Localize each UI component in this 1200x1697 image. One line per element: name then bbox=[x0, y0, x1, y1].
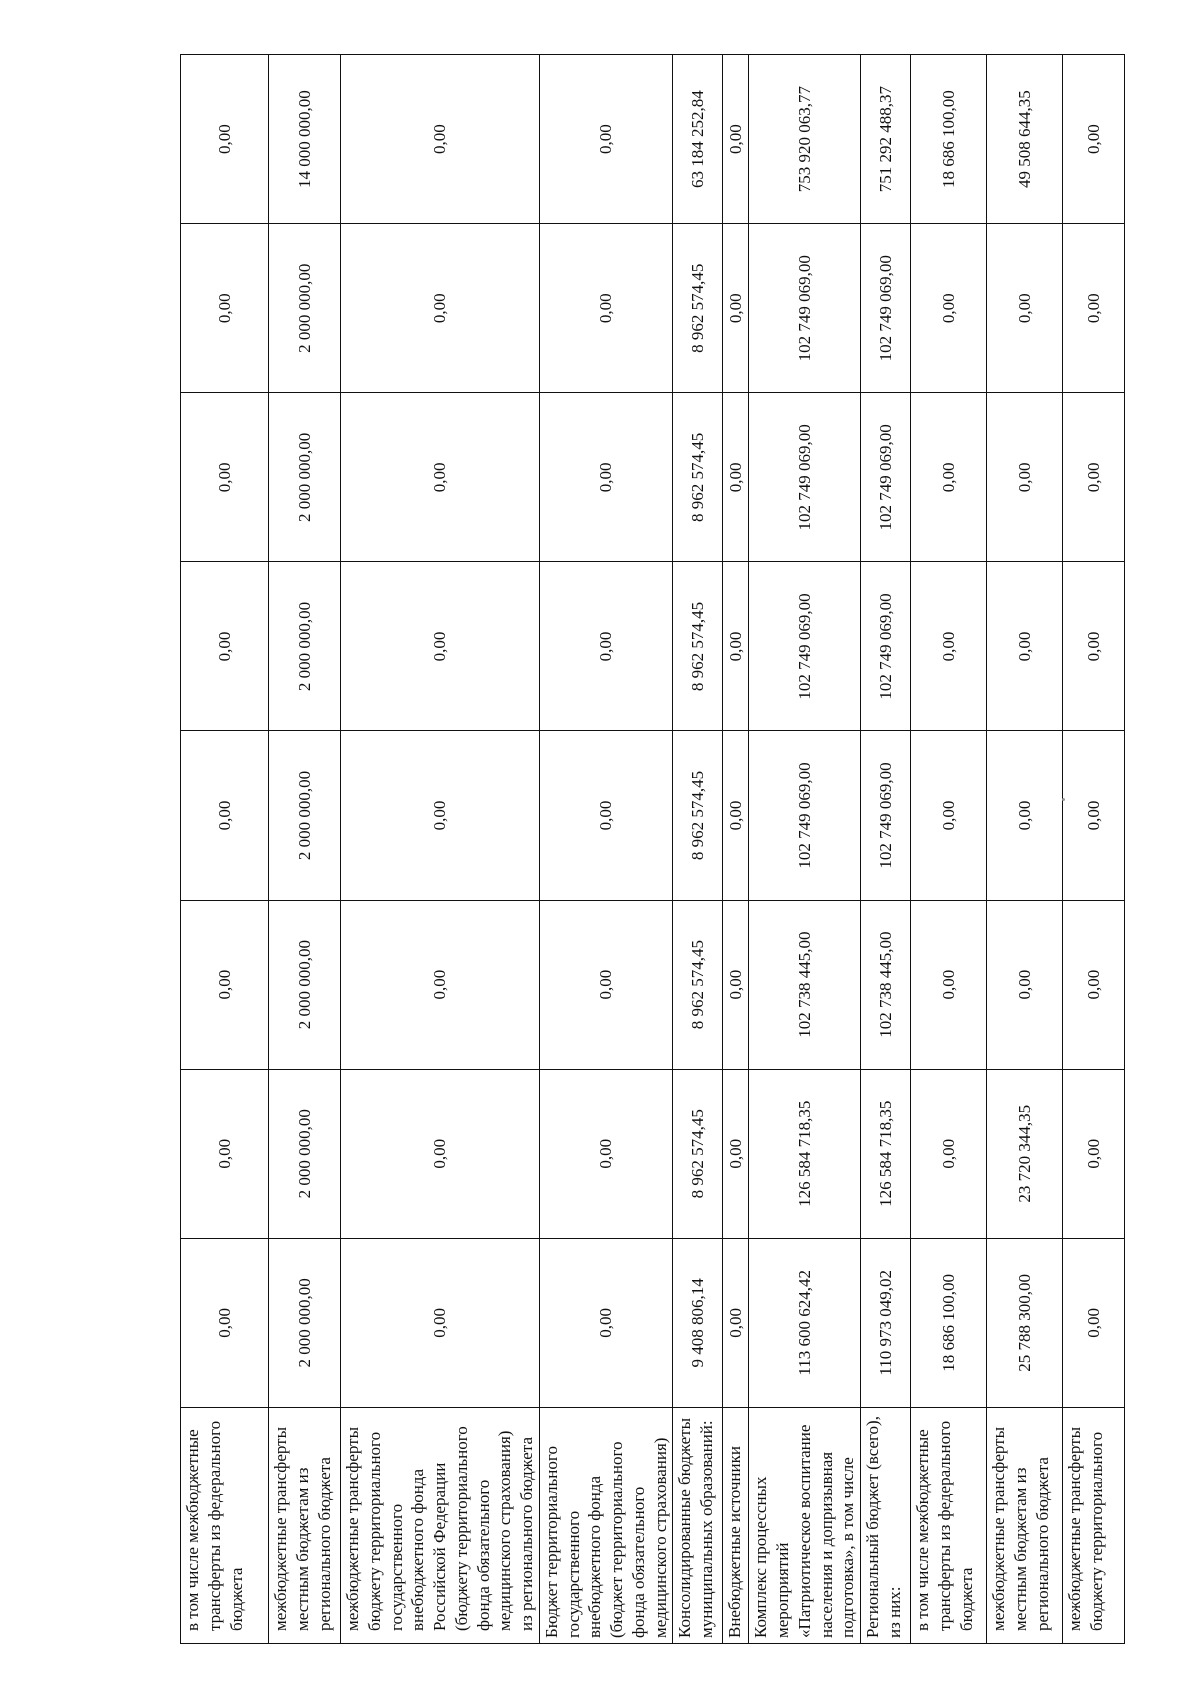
table-cell: 0,00 bbox=[341, 562, 540, 731]
table-row bbox=[1063, 55, 1125, 1644]
row-label: межбюджетные трансферты бюджету территориального государственного внебюджетного фонда Российской Федерации (бюджету территориального фонда обязательного медицинского страхования) из регионального бюджета bbox=[341, 1407, 540, 1643]
table-row bbox=[749, 55, 861, 1644]
table-cell: 0,00 bbox=[1063, 1069, 1125, 1238]
table-cell: 0,00 bbox=[539, 1238, 673, 1407]
table-cell: 0,00 bbox=[341, 55, 540, 224]
table-cell: 102 749 069,00 bbox=[861, 562, 911, 731]
table-cell: 0,00 bbox=[987, 900, 1063, 1069]
table-cell: 0,00 bbox=[911, 900, 987, 1069]
row-label: Бюджет территориального государственного внебюджетного фонда (бюджет территориального фонда обязательного медицинского страхования) bbox=[539, 1407, 673, 1643]
table-cell: 9 408 806,14 bbox=[673, 1238, 723, 1407]
table-cell: 8 962 574,45 bbox=[673, 393, 723, 562]
row-label: межбюджетные трансферты бюджету территориального bbox=[1063, 1407, 1125, 1643]
table-cell: 0,00 bbox=[181, 1238, 269, 1407]
budget-table bbox=[180, 54, 1125, 1644]
row-label: Внебюджетные источники bbox=[723, 1407, 749, 1643]
table-cell: 2 000 000,00 bbox=[269, 393, 341, 562]
table-cell: 49 508 644,35 bbox=[987, 55, 1063, 224]
table-cell: 0,00 bbox=[1063, 1238, 1125, 1407]
table-cell: 2 000 000,00 bbox=[269, 900, 341, 1069]
table-cell: 0,00 bbox=[911, 393, 987, 562]
table-cell: 0,00 bbox=[1063, 562, 1125, 731]
row-label: межбюджетные трансферты местным бюджетам из регионального бюджета bbox=[269, 1407, 341, 1643]
row-label: Консолидированные бюджеты муниципальных образований: bbox=[673, 1407, 723, 1643]
table-cell: 0,00 bbox=[341, 900, 540, 1069]
table-body bbox=[181, 55, 1125, 1644]
table-cell: 753 920 063,77 bbox=[749, 55, 861, 224]
table-cell: 0,00 bbox=[539, 900, 673, 1069]
table-cell: 0,00 bbox=[1063, 224, 1125, 393]
table-cell: 0,00 bbox=[723, 55, 749, 224]
table-cell: 0,00 bbox=[181, 562, 269, 731]
table-row bbox=[341, 55, 540, 1644]
table-cell: 102 749 069,00 bbox=[861, 393, 911, 562]
table-cell: 0,00 bbox=[723, 1238, 749, 1407]
table-cell: 0,00 bbox=[181, 55, 269, 224]
table-cell: 0,00 bbox=[723, 224, 749, 393]
rotated-content bbox=[180, 54, 1106, 1644]
table-cell: 14 000 000,00 bbox=[269, 55, 341, 224]
table-cell: 2 000 000,00 bbox=[269, 1069, 341, 1238]
table-cell: 102 749 069,00 bbox=[749, 393, 861, 562]
table-cell: 0,00 bbox=[987, 393, 1063, 562]
table-cell: 0,00 bbox=[987, 224, 1063, 393]
table-cell: 126 584 718,35 bbox=[861, 1069, 911, 1238]
table-cell: 0,00 bbox=[911, 562, 987, 731]
table-row bbox=[987, 55, 1063, 1644]
table-cell: 102 749 069,00 bbox=[749, 224, 861, 393]
table-cell: 0,00 bbox=[539, 562, 673, 731]
table-cell: 2 000 000,00 bbox=[269, 562, 341, 731]
table-cell: 23 720 344,35 bbox=[987, 1069, 1063, 1238]
table-cell: 110 973 049,02 bbox=[861, 1238, 911, 1407]
scan-speck bbox=[1062, 798, 1065, 801]
table-cell: 102 738 445,00 bbox=[749, 900, 861, 1069]
table-cell: 0,00 bbox=[1063, 731, 1125, 900]
row-label: в том числе межбюджетные трансферты из федерального бюджета bbox=[911, 1407, 987, 1643]
table-row bbox=[181, 55, 269, 1644]
table-row bbox=[911, 55, 987, 1644]
table-cell: 8 962 574,45 bbox=[673, 224, 723, 393]
table-cell: 0,00 bbox=[723, 393, 749, 562]
table-cell: 0,00 bbox=[911, 1069, 987, 1238]
table-cell: 0,00 bbox=[341, 731, 540, 900]
table-cell: 8 962 574,45 bbox=[673, 1069, 723, 1238]
table-cell: 126 584 718,35 bbox=[749, 1069, 861, 1238]
table-row bbox=[539, 55, 673, 1644]
table-cell: 2 000 000,00 bbox=[269, 1238, 341, 1407]
table-cell: 113 600 624,42 bbox=[749, 1238, 861, 1407]
table-cell: 0,00 bbox=[539, 55, 673, 224]
table-cell: 0,00 bbox=[539, 393, 673, 562]
table-cell: 0,00 bbox=[181, 731, 269, 900]
table-row bbox=[269, 55, 341, 1644]
table-cell: 0,00 bbox=[723, 731, 749, 900]
table-cell: 18 686 100,00 bbox=[911, 55, 987, 224]
table-row bbox=[723, 55, 749, 1644]
table-cell: 102 749 069,00 bbox=[861, 224, 911, 393]
table-cell: 2 000 000,00 bbox=[269, 224, 341, 393]
table-cell: 0,00 bbox=[539, 1069, 673, 1238]
rotated-table-area bbox=[180, 54, 1106, 1644]
table-cell: 63 184 252,84 bbox=[673, 55, 723, 224]
table-cell: 18 686 100,00 bbox=[911, 1238, 987, 1407]
table-cell: 751 292 488,37 bbox=[861, 55, 911, 224]
table-cell: 102 749 069,00 bbox=[861, 731, 911, 900]
table-cell: 0,00 bbox=[987, 562, 1063, 731]
table-cell: 0,00 bbox=[181, 393, 269, 562]
table-cell: 0,00 bbox=[181, 224, 269, 393]
table-cell: 0,00 bbox=[341, 1069, 540, 1238]
table-cell: 0,00 bbox=[341, 224, 540, 393]
table-cell: 8 962 574,45 bbox=[673, 562, 723, 731]
table-cell: 0,00 bbox=[911, 731, 987, 900]
table-row bbox=[861, 55, 911, 1644]
table-cell: 8 962 574,45 bbox=[673, 900, 723, 1069]
table-cell: 0,00 bbox=[723, 562, 749, 731]
table-cell: 0,00 bbox=[723, 900, 749, 1069]
row-label: межбюджетные трансферты местным бюджетам из регионального бюджета bbox=[987, 1407, 1063, 1643]
table-cell: 0,00 bbox=[723, 1069, 749, 1238]
table-row bbox=[673, 55, 723, 1644]
table-cell: 0,00 bbox=[1063, 393, 1125, 562]
table-cell: 0,00 bbox=[341, 393, 540, 562]
table-cell: 0,00 bbox=[1063, 55, 1125, 224]
table-cell: 0,00 bbox=[539, 731, 673, 900]
table-cell: 102 749 069,00 bbox=[749, 562, 861, 731]
table-cell: 0,00 bbox=[911, 224, 987, 393]
table-cell: 0,00 bbox=[181, 1069, 269, 1238]
table-cell: 8 962 574,45 bbox=[673, 731, 723, 900]
table-cell: 0,00 bbox=[539, 224, 673, 393]
table-cell: 102 738 445,00 bbox=[861, 900, 911, 1069]
table-cell: 0,00 bbox=[987, 731, 1063, 900]
row-label: в том числе межбюджетные трансферты из федерального бюджета bbox=[181, 1407, 269, 1643]
table-cell: 2 000 000,00 bbox=[269, 731, 341, 900]
row-label: Комплекс процессных мероприятий «Патриотическое воспитание населения и допризывная подготовка», в том числе bbox=[749, 1407, 861, 1643]
table-cell: 25 788 300,00 bbox=[987, 1238, 1063, 1407]
table-cell: 0,00 bbox=[181, 900, 269, 1069]
table-cell: 0,00 bbox=[1063, 900, 1125, 1069]
table-cell: 0,00 bbox=[341, 1238, 540, 1407]
row-label: Региональный бюджет (всего), из них: bbox=[861, 1407, 911, 1643]
table-cell: 102 749 069,00 bbox=[749, 731, 861, 900]
